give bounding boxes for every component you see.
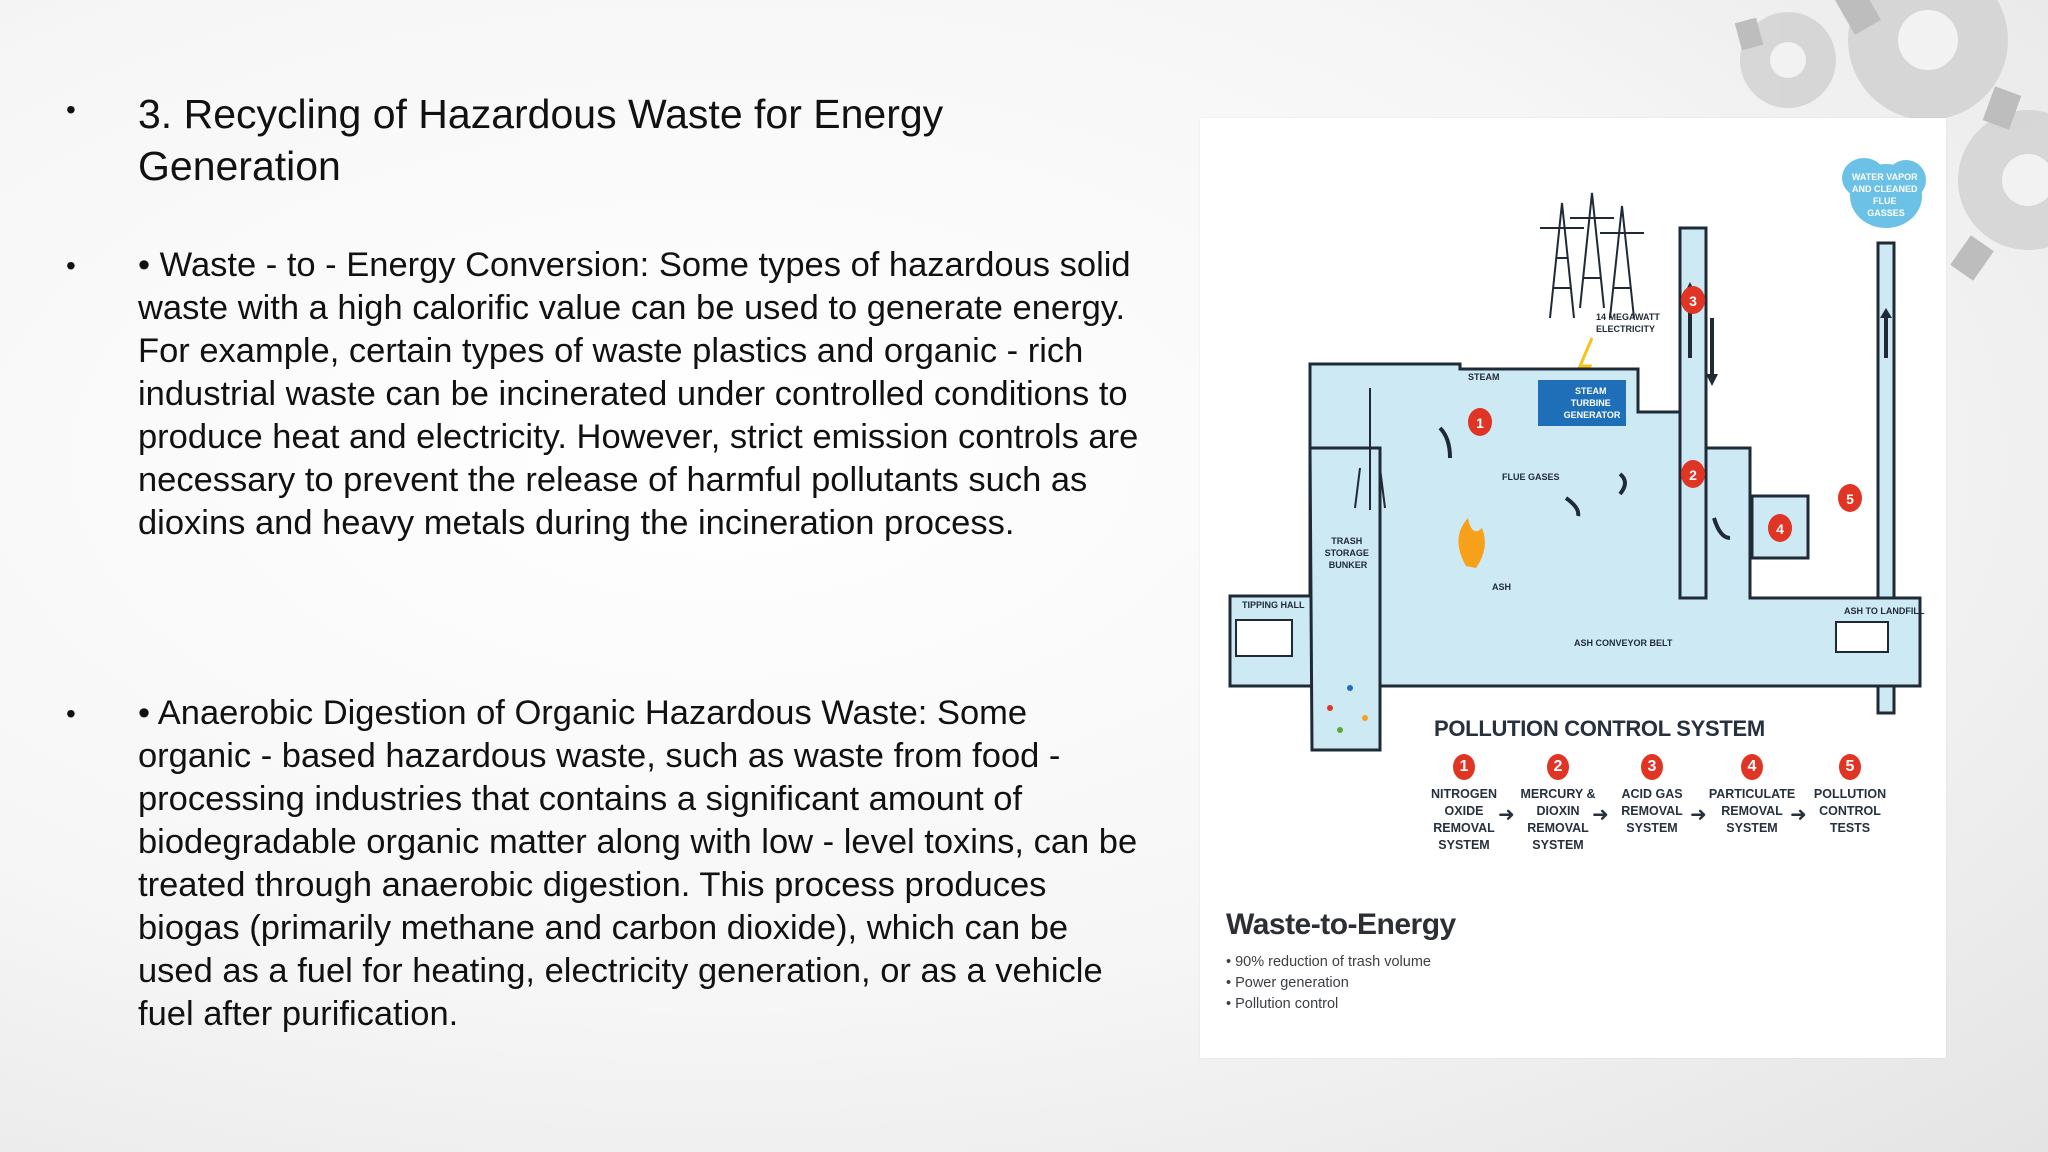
cloud-icon — [1842, 158, 1926, 228]
feature-item: • Pollution control — [1226, 996, 1339, 1012]
marker-2: 2 — [1689, 467, 1697, 483]
cloud-label-2: AND CLEANED — [1851, 184, 1918, 194]
truck-icon — [1836, 622, 1888, 652]
step-number: 1 — [1453, 754, 1475, 780]
step-pollution-tests — [1806, 754, 1894, 837]
arrow-right-icon: ➜ — [1690, 804, 1707, 826]
bullet-item-title — [60, 88, 1038, 192]
marker-5: 5 — [1846, 491, 1854, 507]
svg-text:14 MEGAWATT ELECTRICITY — [1596, 312, 1662, 334]
marker-4: 4 — [1776, 521, 1784, 537]
turbine-label-2: TURBINE — [1570, 398, 1611, 408]
duct-tower — [1680, 228, 1706, 598]
ash-conveyor-label: ASH CONVEYOR BELT — [1574, 638, 1673, 648]
step-label: PARTICULATE REMOVAL SYSTEM — [1708, 787, 1796, 835]
bullet-item-waste-to-energy — [60, 244, 1148, 545]
step-label: ACID GAS REMOVAL SYSTEM — [1621, 787, 1683, 835]
step-number: 3 — [1641, 754, 1663, 780]
marker-1: 1 — [1476, 415, 1484, 431]
bullet-marker: • — [66, 698, 76, 729]
slide-heading: 3. Recycling of Hazardous Waste for Energy Generation — [138, 91, 944, 189]
step-acid-gas — [1608, 754, 1696, 837]
bullet-marker: • — [66, 94, 76, 125]
step-number: 5 — [1839, 754, 1861, 780]
electricity-label-2: ELECTRICITY — [1596, 324, 1656, 334]
cloud-label-1: WATER VAPOR — [1851, 172, 1918, 182]
svg-text:TRASH STORAGE BUNK — [1325, 536, 1372, 570]
arrow-right-icon: ➜ — [1790, 804, 1807, 826]
bunker-label-3: BUNKER — [1328, 560, 1368, 570]
feature-item: • 90% reduction of trash volume — [1226, 954, 1431, 970]
steam-label: STEAM — [1468, 372, 1500, 382]
step-label: NITROGEN OXIDE REMOVAL SYSTEM — [1431, 787, 1497, 852]
turbine-label-1: STEAM — [1574, 386, 1607, 396]
bullet-text: • Anaerobic Digestion of Organic Hazardous Waste: Some organic - based hazardous waste, such as waste from food - processing industries that contains a significant amount of biodegradable organic matter along with low - level toxins, can be treated through anaerobic digestion. This process produces biogas (primarily methane and carbon dioxide), which can be used as a fuel for heating, electricity generation, or as a vehicle fuel after purification. — [138, 694, 1138, 1033]
step-number: 2 — [1547, 754, 1569, 780]
turbine-label-3: GENERATOR — [1563, 410, 1621, 420]
tipping-hall-label: TIPPING HALL — [1242, 600, 1305, 610]
arrow-right-icon: ➜ — [1498, 804, 1515, 826]
bunker-label-1: TRASH — [1331, 536, 1363, 546]
bullet-marker: • — [66, 250, 76, 281]
step-particulate — [1708, 754, 1796, 837]
cloud-label-4: GASSES — [1867, 208, 1905, 218]
diagram-title: Waste-to-Energy — [1226, 908, 1456, 941]
step-label: MERCURY & DIOXIN REMOVAL SYSTEM — [1520, 787, 1596, 852]
power-tower-icon — [1540, 193, 1644, 318]
feature-item: • Power generation — [1226, 975, 1349, 991]
arrow-right-icon: ➜ — [1592, 804, 1609, 826]
flue-gases-label: FLUE GASES — [1502, 472, 1560, 482]
ash-label: ASH — [1492, 582, 1512, 592]
cloud-label-3: FLUE — [1872, 196, 1897, 206]
step-number: 4 — [1741, 754, 1763, 780]
step-label: POLLUTION CONTROL TESTS — [1813, 787, 1887, 835]
marker-3: 3 — [1689, 293, 1697, 309]
bunker-label-2: STORAGE — [1324, 548, 1369, 558]
ash-landfill-label: ASH TO LANDFILL — [1844, 606, 1925, 616]
pollution-steps — [1200, 754, 1946, 874]
bullet-item-anaerobic-digestion — [60, 692, 1148, 1036]
bullet-text: • Waste - to - Energy Conversion: Some types of hazardous solid waste with a high calorific value can be used to generate energy. For example, certain types of waste plastics and organic - rich industrial waste can be incinerated under controlled conditions to produce heat and electricity. However, strict emission controls are necessary to prevent the release of harmful pollutants such as dioxins and heavy metals during the incineration process. — [138, 246, 1139, 542]
truck-icon — [1236, 620, 1292, 656]
waste-to-energy-diagram — [1200, 118, 1946, 1058]
electricity-label-1: 14 MEGAWATT — [1596, 312, 1660, 322]
step-nitrogen-oxide — [1420, 754, 1508, 854]
pollution-control-title: POLLUTION CONTROL SYSTEM — [1434, 716, 1765, 741]
step-mercury-dioxin — [1514, 754, 1602, 854]
feature-list — [1226, 952, 1431, 1015]
